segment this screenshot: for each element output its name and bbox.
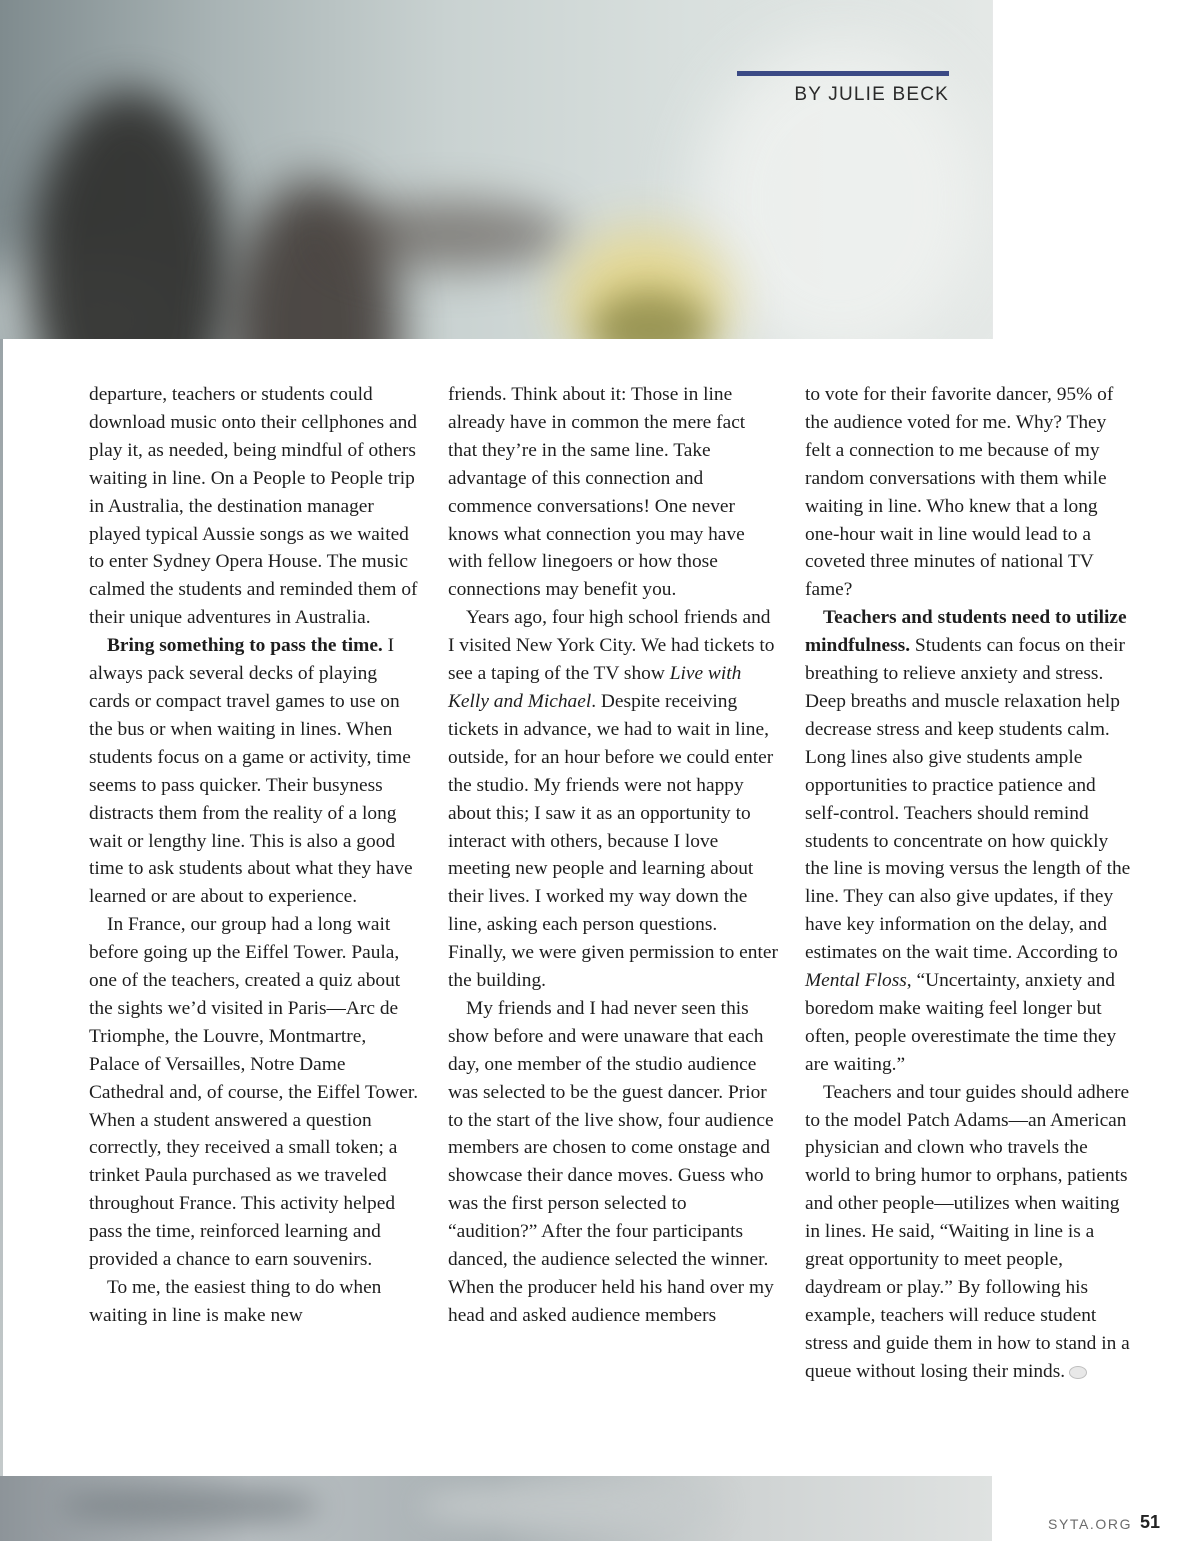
paragraph-text: departure, teachers or students could download music onto their cellphones and play it, as needed, being mindful of others waiting in line. On a People to People trip in Australia, the destination manager played typical Aussie songs as we waited to enter Sydney Opera House. The music calmed the students and reminded them of their unique adventures in Australia. — [89, 384, 418, 629]
paragraph-text: I always pack several decks of playing cards or compact travel games to use on the bus or when waiting in lines. When students focus on a game or activity, time seems to pass quicker. Their busyness distracts them from the reality of a long wait or lengthy line. This is also a good time to ask students about what they have learned or are about to experience. — [89, 635, 413, 908]
paragraph-text: In France, our group had a long wait before going up the Eiffel Tower. Paula, one of the teachers, created a quiz about the sights we’d visited in Paris—Arc de Triomphe, the Louvre, Montmartre, Palace of Versailles, Notre Dame Cathedral and, of course, the Eiffel Tower. When a student answered a question correctly, they received a small token; a trinket Paula purchased as we traveled throughout France. This activity helped pass the time, reinforced learning and provided a chance to earn souvenirs. — [89, 914, 419, 1271]
footer-photo — [0, 1476, 992, 1541]
paragraph-text: Teachers and tour guides should adhere to the model Patch Adams—an American physician and clown who travels the world to bring humor to orphans, patients and other people—utilizes when waiting in lines. He said, “Waiting in line is a great opportunity to meet people, daydream or play.” By following his example, teachers will reduce student stress and guide them in how to stand in a queue without losing their minds. — [805, 1081, 1130, 1382]
panel-edge — [0, 339, 3, 1476]
paragraph-text: My friends and I had never seen this show before and were unaware that each day, one member of the studio audience was selected to be the guest dancer. Prior to the start of the live show, four audience members are chosen to come onstage and showcase their dance moves. Guess who was the first person selected to “audition?” After the four participants danced, the audience selected the winner. When the producer held his hand over my head and asked audience members — [448, 997, 774, 1326]
source-title: Mental Floss — [805, 970, 907, 992]
column-2 — [448, 381, 778, 1330]
paragraph — [448, 604, 778, 995]
paragraph-text: Years ago, four high school friends and I visited New York City. We had tickets to see a taping of the TV show — [448, 607, 775, 685]
paragraph — [89, 1274, 419, 1330]
byline-rule — [737, 71, 949, 76]
paragraph — [805, 604, 1135, 1078]
byline: BY JULIE BECK — [794, 84, 949, 105]
paragraph — [448, 381, 778, 604]
end-of-article-icon — [1069, 1366, 1087, 1379]
paragraph — [89, 911, 419, 1274]
show-title: Live with Kelly and Michael — [448, 663, 742, 712]
page-number: 51 — [1140, 1512, 1161, 1532]
paragraph-text: To me, the easiest thing to do when waiting in line is make new — [89, 1277, 382, 1326]
footer-site: SYTA.ORG — [1048, 1516, 1133, 1532]
paragraph — [805, 381, 1135, 604]
paragraph — [89, 381, 419, 632]
paragraph — [448, 995, 778, 1330]
paragraph-text: . Despite receiving tickets in advance, we had to wait in line, outside, for an hour before we could enter the studio. My friends were not happy about this; I saw it as an opportunity to interact with others, because I love meeting new people and learning about their lives. I worked my way down the line, asking each person questions. Finally, we were given permission to enter the building. — [448, 690, 778, 992]
paragraph — [805, 1079, 1135, 1386]
subhead: Teachers and students need to utilize mindfulness. — [805, 607, 1127, 657]
photo-edge — [992, 0, 993, 339]
hero-photo — [0, 0, 992, 339]
paragraph-text: Students can focus on their breathing to relieve anxiety and stress. Deep breaths and muscle relaxation help decrease stress and keep students calm. Long lines also give students ample opportunities to practice patience and self-control. Teachers should remind students to concentrate on how quickly the line is moving versus the length of the line. They can also give updates, if they have key information on the delay, and estimates on the wait time. According to — [805, 635, 1131, 964]
paragraph-text: to vote for their favorite dancer, 95% of the audience voted for me. Why? They felt a connection to me because of my random conversations with them while waiting in line. Who knew that a long one-hour wait in line would lead to a coveted three minutes of national TV fame? — [805, 384, 1114, 601]
paragraph-text: , “Uncertainty, anxiety and boredom make waiting feel longer but often, people overestimate the time they are waiting.” — [805, 970, 1117, 1075]
column-3 — [805, 381, 1135, 1386]
paragraph — [89, 632, 419, 911]
paragraph-text: friends. Think about it: Those in line already have in common the mere fact that they’re in the same line. Take advantage of this connection and commence conversations! One never knows what connection you may have with fellow linegoers or how those connections may benefit you. — [448, 384, 746, 601]
column-1 — [89, 381, 419, 1330]
subhead: Bring something to pass the time. — [107, 635, 383, 657]
